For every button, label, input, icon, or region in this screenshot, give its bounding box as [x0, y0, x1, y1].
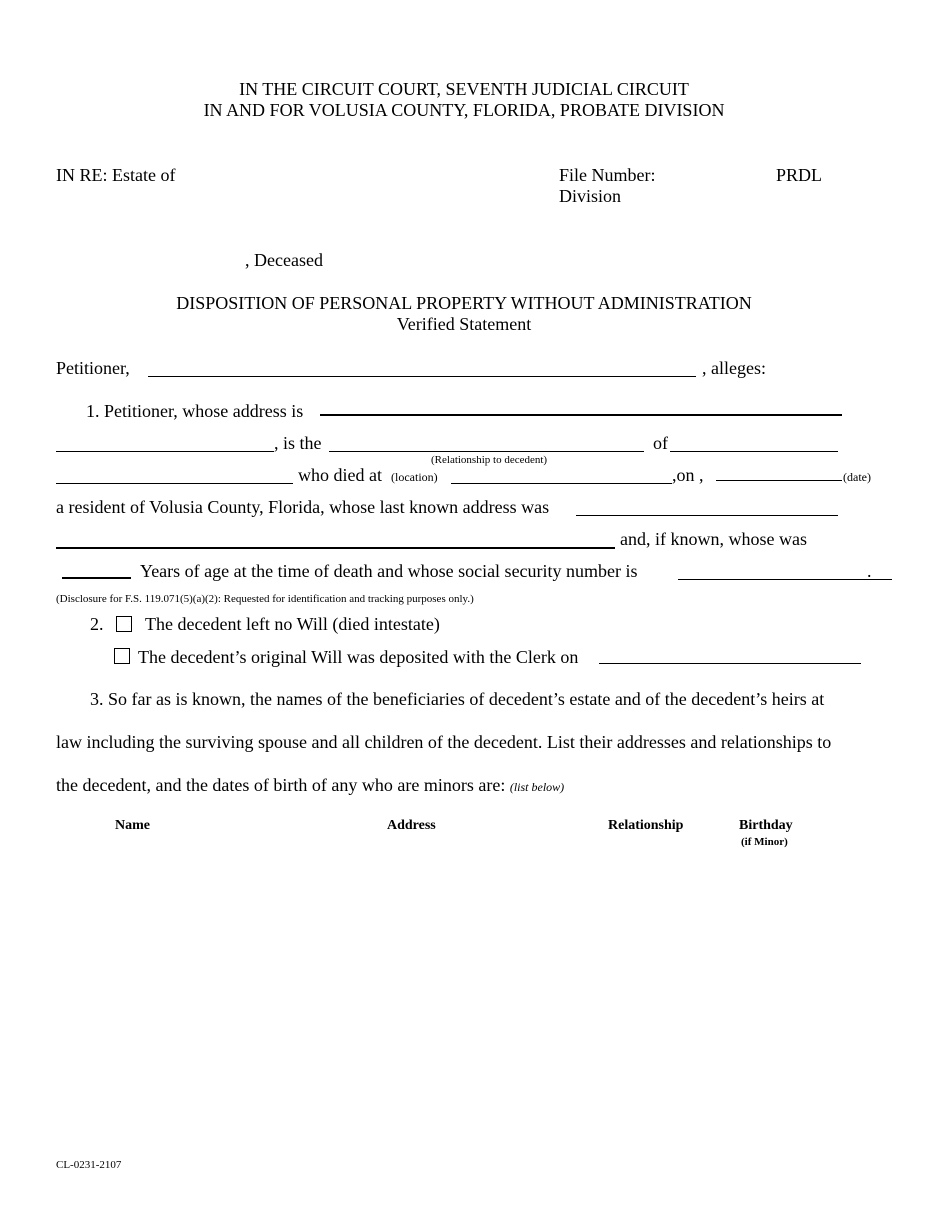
is-the-label: , is the [274, 433, 322, 453]
of-label: of [653, 433, 668, 453]
no-will-checkbox[interactable] [116, 616, 132, 632]
age-field[interactable] [62, 577, 131, 579]
file-code: PRDL [776, 165, 823, 185]
table-header-birthday: Birthday [739, 818, 793, 833]
relationship-caption: (Relationship to decedent) [431, 454, 548, 466]
list-below-note: (list below) [509, 780, 565, 794]
if-known-label: and, if known, whose was [620, 529, 807, 549]
ssn-period: . [867, 561, 872, 581]
item3-line1: 3. So far as is known, the names of the beneficiaries of decedent’s estate and of the decedent’s heirs at [90, 689, 825, 709]
location-field[interactable] [451, 483, 672, 484]
file-number-label: File Number: [559, 165, 656, 185]
last-address-cont-field[interactable] [56, 547, 615, 549]
item3-line2: law including the surviving spouse and all children of the decedent. List their addresses and relationships to [56, 732, 832, 752]
item3-line3-text: the decedent, and the dates of birth of any who are minors are: [56, 775, 506, 795]
will-deposited-checkbox[interactable] [114, 648, 130, 664]
form-code: CL-0231-2107 [56, 1159, 122, 1171]
deceased-label: , Deceased [245, 250, 323, 270]
form-title: DISPOSITION OF PERSONAL PROPERTY WITHOUT ADMINISTRATION [176, 293, 752, 313]
table-header-relationship: Relationship [608, 818, 684, 833]
item2-number: 2. [90, 614, 104, 634]
table-header-address: Address [387, 818, 436, 833]
on-label: ,on , [672, 465, 704, 485]
petitioner-label: Petitioner, [56, 358, 130, 378]
ssn-field[interactable] [678, 579, 892, 580]
decedent-name-cont-field[interactable] [56, 483, 293, 484]
last-address-field[interactable] [576, 515, 838, 516]
division-label: Division [559, 186, 622, 206]
resident-text: a resident of Volusia County, Florida, whose last known address was [56, 497, 550, 517]
decedent-name-field[interactable] [670, 451, 838, 452]
location-caption: (location) [391, 470, 438, 484]
table-header-name: Name [115, 818, 150, 833]
item1-intro: 1. Petitioner, whose address is [86, 401, 304, 421]
will-deposited-label: The decedent’s original Will was deposited with the Clerk on [138, 647, 579, 667]
form-subtitle: Verified Statement [396, 314, 532, 334]
will-deposit-date-field[interactable] [599, 663, 861, 664]
relationship-field[interactable] [329, 451, 644, 452]
petitioner-address-cont-field[interactable] [56, 451, 274, 452]
date-of-death-field[interactable] [716, 480, 842, 481]
no-will-label: The decedent left no Will (died intestate) [145, 614, 440, 634]
petitioner-name-field[interactable] [148, 376, 696, 377]
who-died-at-label: who died at [298, 465, 382, 485]
table-header-birthday-sub: (if Minor) [741, 836, 788, 848]
item3-line3 [56, 775, 564, 796]
petitioner-address-field[interactable] [320, 414, 842, 416]
court-title-line2: IN AND FOR VOLUSIA COUNTY, FLORIDA, PROBATE DIVISION [203, 100, 725, 120]
disclosure-note: (Disclosure for F.S. 119.071(5)(a)(2): Requested for identification and tracking purposes only.) [56, 593, 474, 605]
years-of-age-text: Years of age at the time of death and whose social security number is [140, 561, 638, 581]
date-caption: (date) [843, 470, 871, 484]
alleges-label: , alleges: [702, 358, 766, 378]
court-title-line1: IN THE CIRCUIT COURT, SEVENTH JUDICIAL CIRCUIT [239, 79, 689, 99]
in-re-label: IN RE: Estate of [56, 165, 176, 185]
